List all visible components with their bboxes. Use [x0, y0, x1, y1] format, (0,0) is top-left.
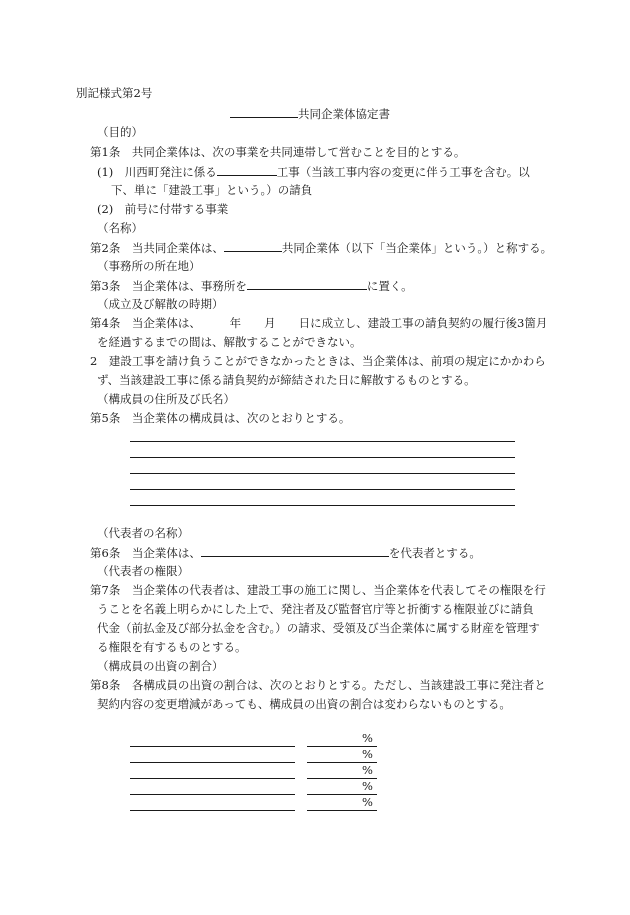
document-title — [230, 104, 390, 124]
members-heading: （構成員の住所及び氏名） — [97, 392, 235, 406]
article-5: 第5条 当企業体の構成員は、次のとおりとする。 — [90, 411, 351, 425]
article-7-line-1: 第7条 当企業体の代表者は、建設工事の施工に関し、当企業体を代表してその権限を行 — [90, 583, 546, 597]
percent-sign-2: % — [362, 747, 373, 761]
article-2 — [90, 238, 552, 258]
ratio-heading: （構成員の出資の割合） — [97, 659, 224, 673]
article-1: 第1条 共同企業体は、次の事業を共同連帯して営むことを目的とする。 — [90, 145, 466, 159]
jv-name-blank[interactable] — [224, 238, 282, 252]
title-blank[interactable] — [230, 104, 298, 118]
article-2-pre: 第2条 当共同企業体は、 — [90, 241, 224, 255]
ratio-member-line-3[interactable] — [130, 778, 295, 779]
percent-sign-5: % — [362, 795, 373, 809]
article-1-item-1 — [97, 162, 530, 182]
article-6 — [90, 543, 481, 563]
document-title-text: 共同企業体協定書 — [298, 107, 390, 121]
ratio-member-line-5[interactable] — [130, 810, 295, 811]
office-heading: （事務所の所在地） — [97, 259, 201, 273]
article-8-line-1: 第8条 各構成員の出資の割合は、次のとおりとする。ただし、当該建設工事に発注者と — [90, 678, 546, 692]
article-3-pre: 第3条 当企業体は、事務所を — [90, 279, 247, 293]
member-line-4[interactable] — [130, 489, 515, 490]
form-number: 別記様式第2号 — [76, 86, 153, 100]
representative-blank[interactable] — [201, 543, 389, 557]
article-1-item-1-post: 工事（当該工事内容の変更に伴う工事を含む。以 — [276, 165, 530, 179]
article-7-line-2: うことを名義上明らかにした上で、発注者及び監督官庁等と折衝する権限並びに請負 — [97, 602, 534, 616]
percent-sign-3: % — [362, 763, 373, 777]
article-4-para-2-line-1: 2 建設工事を請け負うことができなかったときは、当企業体は、前項の規定にかかわら — [90, 354, 546, 368]
article-4-line-1: 第4条 当企業体は、 年 月 日に成立し、建設工事の請負契約の履行後3箇月 — [90, 316, 548, 330]
article-3-post: に置く。 — [366, 279, 413, 293]
percent-sign-4: % — [362, 779, 373, 793]
article-8-line-2: 契約内容の変更増減があっても、構成員の出資の割合は変わらないものとする。 — [97, 697, 511, 711]
article-7-line-3: 代金（前払金及び部分払金を含む。）の請求、受領及び当企業体に属する財産を管理す — [97, 621, 540, 635]
purpose-heading: （目的） — [97, 125, 143, 139]
article-1-item-1-cont: 下、単に「建設工事」という。）の請負 — [111, 183, 313, 197]
ratio-member-line-4[interactable] — [130, 794, 295, 795]
member-line-1[interactable] — [130, 441, 515, 442]
member-line-5[interactable] — [130, 505, 515, 506]
article-7-line-4: る権限を有するものとする。 — [97, 640, 247, 654]
ratio-member-line-2[interactable] — [130, 762, 295, 763]
percent-sign-1: % — [362, 731, 373, 745]
article-3 — [90, 276, 413, 296]
rep-name-heading: （代表者の名称） — [97, 526, 189, 540]
name-heading: （名称） — [97, 221, 143, 235]
project-name-blank[interactable] — [217, 162, 277, 176]
article-4-line-2: を経過するまでの間は、解散することができない。 — [97, 335, 362, 349]
office-address-blank[interactable] — [247, 276, 367, 290]
article-4-para-2-line-2: ず、当該建設工事に係る請負契約が締結された日に解散するものとする。 — [97, 373, 476, 387]
article-6-post: を代表者とする。 — [388, 546, 481, 560]
article-1-item-2: (2) 前号に付帯する事業 — [97, 202, 229, 216]
article-1-item-1-pre: (1) 川西町発注に係る — [97, 165, 217, 179]
formation-heading: （成立及び解散の時期） — [97, 297, 224, 311]
rep-authority-heading: （代表者の権限） — [97, 564, 189, 578]
ratio-percent-line-5[interactable] — [307, 810, 377, 811]
article-2-post: 共同企業体（以下「当企業体」という。）と称する。 — [281, 241, 553, 255]
member-line-2[interactable] — [130, 457, 515, 458]
ratio-member-line-1[interactable] — [130, 746, 295, 747]
member-line-3[interactable] — [130, 473, 515, 474]
article-6-pre: 第6条 当企業体は、 — [90, 546, 201, 560]
